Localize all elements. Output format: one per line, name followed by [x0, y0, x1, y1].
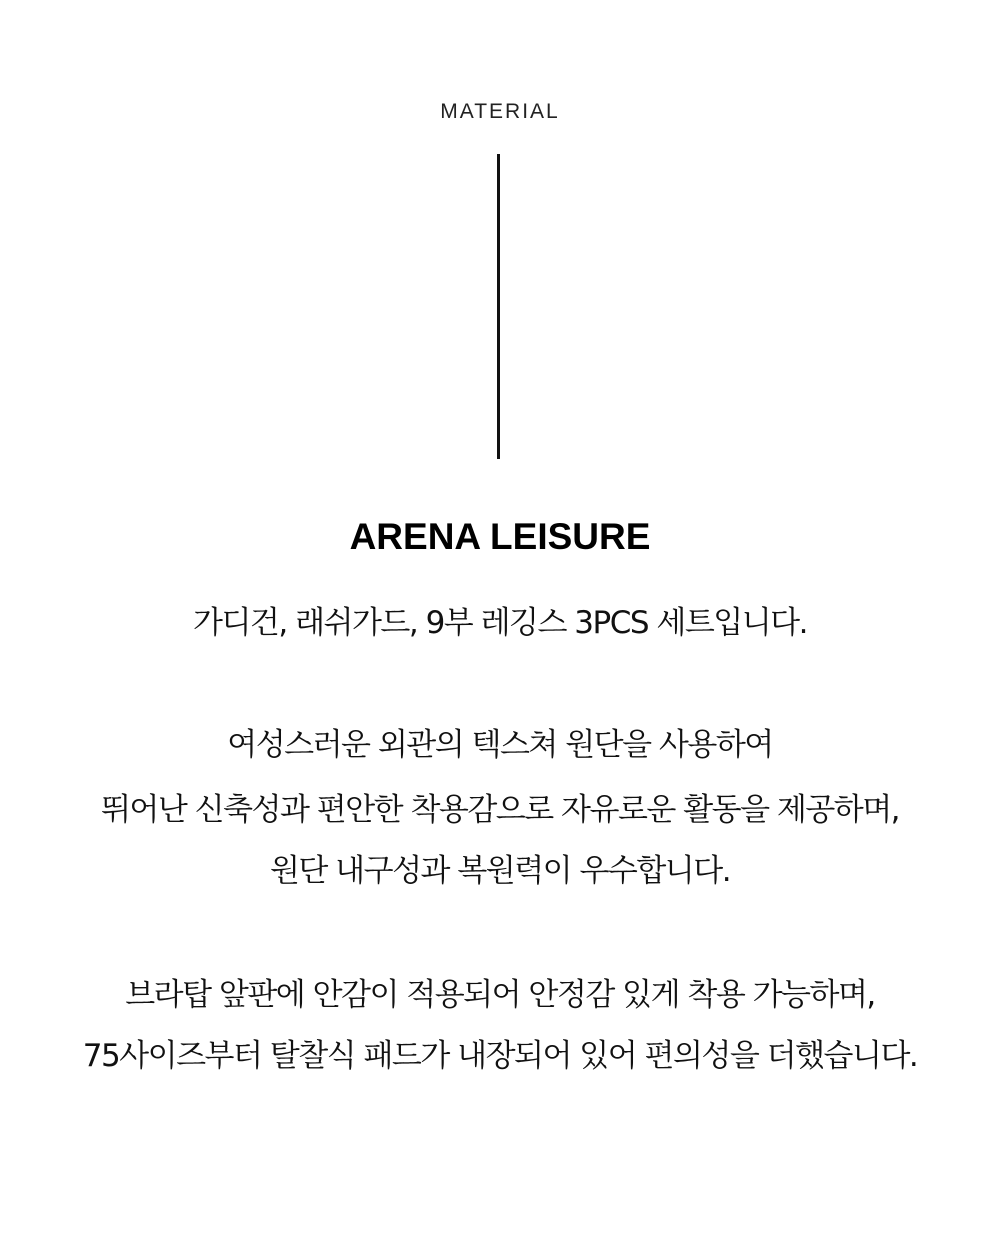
product-title: ARENA LEISURE	[349, 516, 651, 557]
paragraph2-line1: 브라탑 앞판에 안감이 적용되어 안정감 있게 착용 가능하며,	[125, 977, 875, 1013]
intro-text: 가디건, 래쉬가드, 9부 레깅스 3PCS 세트입니다.	[193, 605, 807, 641]
paragraph1-line2: 뛰어난 신축성과 편안한 착용감으로 자유로운 활동을 제공하며,	[100, 792, 900, 828]
vertical-divider	[497, 154, 500, 459]
paragraph1-line3: 원단 내구성과 복원력이 우수합니다.	[269, 853, 731, 889]
paragraph2-line2: 75사이즈부터 탈찰식 패드가 내장되어 있어 편의성을 더했습니다.	[82, 1038, 918, 1074]
section-label: MATERIAL	[440, 100, 560, 123]
paragraph1-line1: 여성스러운 외관의 텍스쳐 원단을 사용하여	[227, 727, 773, 763]
